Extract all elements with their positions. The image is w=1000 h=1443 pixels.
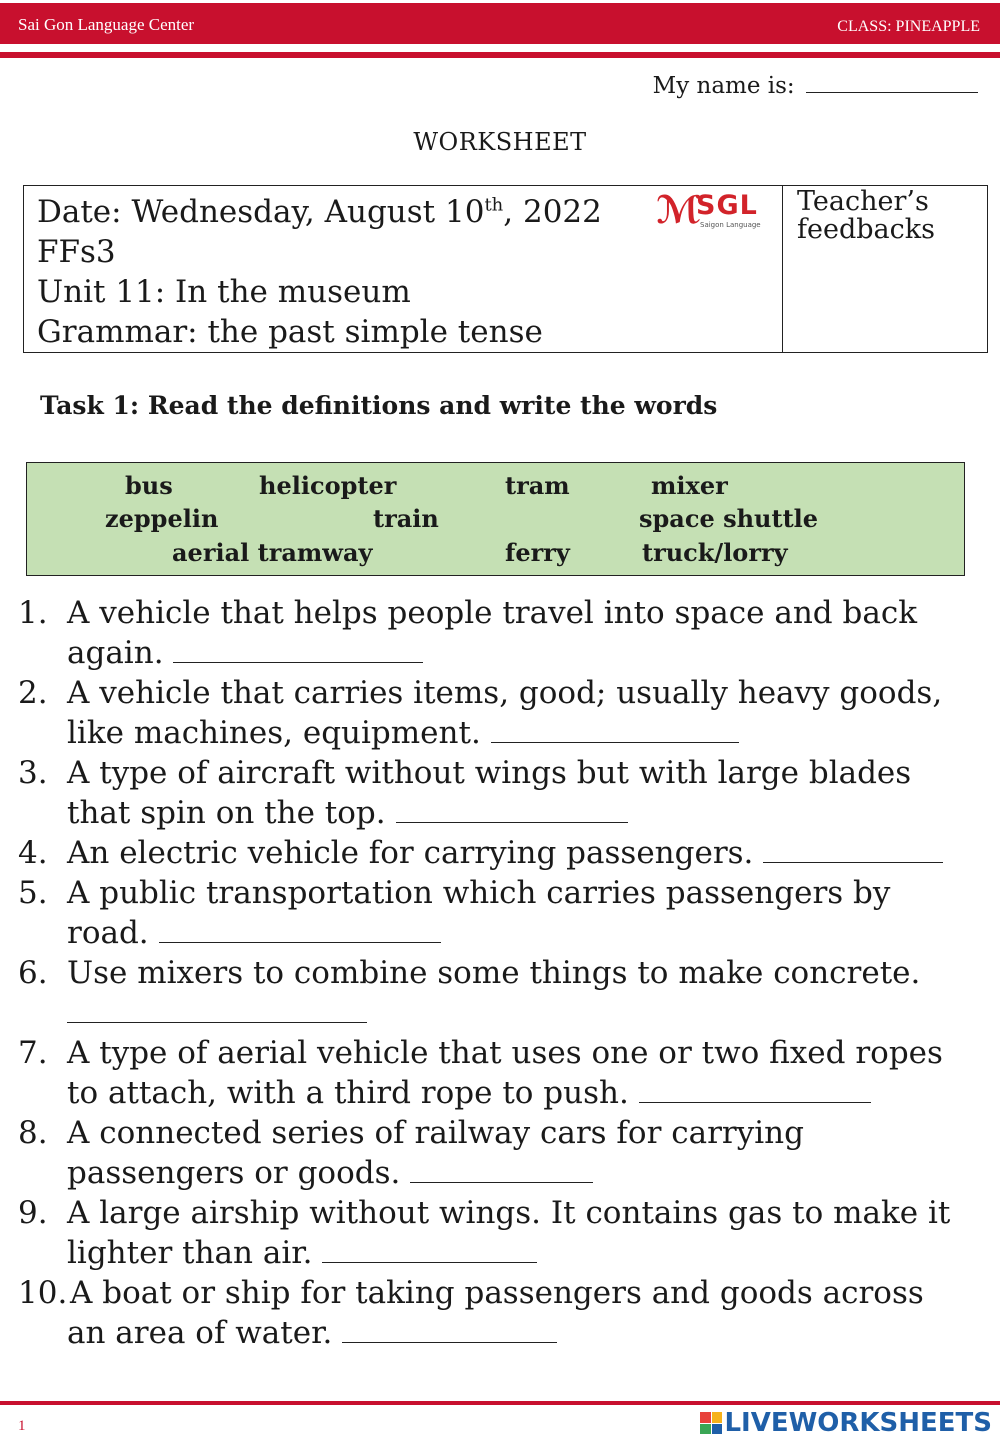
- answer-blank[interactable]: [491, 718, 739, 743]
- question-number: 1.: [18, 595, 48, 631]
- name-field: [653, 70, 978, 99]
- answer-blank[interactable]: [322, 1238, 537, 1263]
- name-blank[interactable]: [806, 70, 978, 93]
- question-text: A connected series of railway cars for carrying: [67, 1115, 804, 1151]
- question-number: 3.: [18, 755, 48, 791]
- answer-blank[interactable]: [173, 638, 423, 663]
- word-bank-item: bus: [125, 471, 173, 500]
- header-bar: [0, 3, 1000, 44]
- question-text-cont: [67, 795, 628, 831]
- question-text-line2: that spin on the top.: [67, 795, 386, 831]
- page-title: WORKSHEET: [413, 128, 587, 156]
- answer-blank[interactable]: [67, 998, 367, 1023]
- question-number: 2.: [18, 675, 48, 711]
- date-line: [37, 194, 602, 230]
- word-bank-item: aerial tramway: [172, 538, 373, 567]
- question-text-line2: again.: [67, 635, 164, 671]
- question-number: 10.: [18, 1275, 68, 1311]
- question-text-cont: [67, 635, 423, 671]
- question-number: 8.: [18, 1115, 48, 1151]
- question-text-cont: [67, 715, 739, 751]
- answer-blank[interactable]: [342, 1318, 557, 1343]
- question-text-cont: [67, 1155, 593, 1191]
- center-name: Sai Gon Language Center: [18, 15, 195, 34]
- question-text-cont: [67, 1075, 871, 1111]
- answer-blank[interactable]: [159, 918, 441, 943]
- name-prompt: My name is:: [652, 73, 795, 99]
- footer-divider: [0, 1401, 1000, 1405]
- question-text-line2: like machines, equipment.: [67, 715, 481, 751]
- question-number: 9.: [18, 1195, 48, 1231]
- question-text: Use mixers to combine some things to make concrete.: [67, 955, 921, 991]
- question-text-cont: [67, 915, 441, 951]
- feedback-line2: feedbacks: [797, 214, 935, 245]
- page-number: 1: [18, 1418, 26, 1434]
- header-divider: [0, 52, 1000, 58]
- class-label: CLASS: PINEAPPLE: [837, 18, 980, 35]
- question-text-line2: passengers or goods.: [67, 1155, 401, 1191]
- liveworksheets-icon: [700, 1412, 722, 1434]
- info-box: [23, 185, 988, 353]
- sgl-logo-text: SGL: [696, 190, 758, 221]
- liveworksheets-logo[interactable]: [700, 1407, 992, 1439]
- question-text-cont: [67, 835, 943, 871]
- question-text-cont: [67, 1315, 557, 1351]
- word-bank-item: truck/lorry: [642, 538, 788, 567]
- question-text: A vehicle that helps people travel into space and back: [67, 595, 917, 631]
- date-sup: th: [484, 194, 504, 216]
- question-text-line2: lighter than air.: [67, 1235, 313, 1271]
- answer-blank[interactable]: [763, 838, 943, 863]
- feedback-line1: Teacher’s: [797, 186, 929, 217]
- answer-blank[interactable]: [639, 1078, 871, 1103]
- word-bank-item: mixer: [651, 471, 728, 500]
- question-text-cont: [67, 995, 367, 1031]
- question-text: A vehicle that carries items, good; usually heavy goods,: [67, 675, 943, 711]
- unit-line: Unit 11: In the museum: [37, 274, 411, 310]
- question-text-line2: an area of water.: [67, 1315, 333, 1351]
- sgl-logo: [656, 188, 771, 234]
- word-bank-item: zeppelin: [105, 504, 219, 533]
- word-bank-item: ferry: [505, 538, 570, 567]
- question-number: 5.: [18, 875, 48, 911]
- task1-title: Task 1: Read the definitions and write the words: [40, 391, 718, 420]
- question-text-line1: An electric vehicle for carrying passengers.: [67, 835, 754, 871]
- word-bank-item: helicopter: [259, 471, 397, 500]
- teacher-feedback: [797, 188, 982, 244]
- question-text: A public transportation which carries passengers by: [67, 875, 891, 911]
- question-text: A type of aircraft without wings but with large blades: [67, 755, 912, 791]
- date-suffix: , 2022: [503, 194, 602, 230]
- sgl-swoosh-icon: ℳ: [656, 188, 701, 232]
- question-text: A type of aerial vehicle that uses one or two fixed ropes: [67, 1035, 943, 1071]
- sgl-logo-subtext: Saigon Language: [700, 221, 761, 229]
- word-bank-item: tram: [505, 471, 570, 500]
- level-line: FFs3: [37, 234, 116, 270]
- question-text-line2: road.: [67, 915, 149, 951]
- question-text-line2: to attach, with a third rope to push.: [67, 1075, 629, 1111]
- question-number: 7.: [18, 1035, 48, 1071]
- question-number: 6.: [18, 955, 48, 991]
- question-text: A large airship without wings. It contains gas to make it: [67, 1195, 951, 1231]
- date-prefix: Date: Wednesday, August 10: [37, 194, 485, 230]
- answer-blank[interactable]: [396, 798, 628, 823]
- word-bank-item: space shuttle: [639, 504, 819, 533]
- liveworksheets-brand: LIVEWORKSHEETS: [724, 1408, 992, 1438]
- question-number: 4.: [18, 835, 48, 871]
- grammar-line: Grammar: the past simple tense: [37, 314, 543, 350]
- word-bank: [26, 462, 965, 576]
- info-divider: [782, 186, 783, 352]
- answer-blank[interactable]: [410, 1158, 593, 1183]
- word-bank-item: train: [373, 504, 439, 533]
- question-text: A boat or ship for taking passengers and goods across: [70, 1275, 924, 1311]
- question-text-cont: [67, 1235, 537, 1271]
